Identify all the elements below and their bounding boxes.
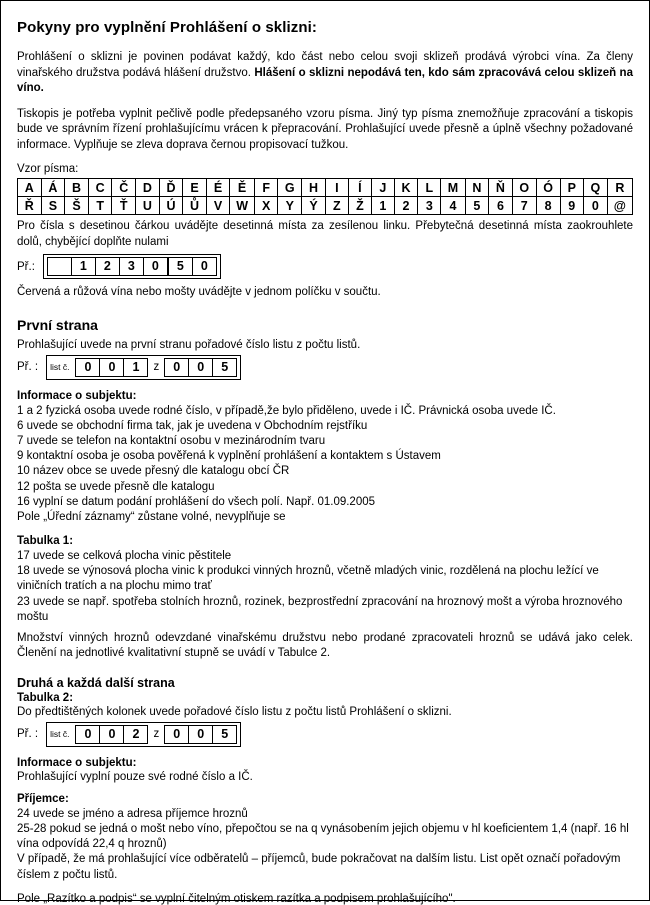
alphabet-cell: P xyxy=(560,179,583,197)
alphabet-cell: I xyxy=(325,179,348,197)
alphabet-cell: 5 xyxy=(465,197,489,215)
list-number-cell: 0 xyxy=(100,359,124,376)
alphabet-cell: M xyxy=(441,179,465,197)
table2-intro: Do předtištěných kolonek uvede pořadové číslo listu z počtu listů Prohlášení o sklizni. xyxy=(17,705,452,718)
alphabet-cell: L xyxy=(418,179,441,197)
alphabet-grid xyxy=(17,178,633,215)
second-page-example-mid: z xyxy=(153,728,160,741)
alphabet-cell: Ť xyxy=(112,197,136,215)
second-page-example-row xyxy=(17,722,633,747)
list-item: 17 uvede se celková plocha vinic pěstitele xyxy=(17,550,232,563)
list-number-cell: 0 xyxy=(76,726,100,743)
list-item: 6 uvede se obchodní firma tak, jak je uvedena v Obchodním rejstříku xyxy=(17,419,368,432)
recipient-list xyxy=(17,807,633,883)
alphabet-cell: Ů xyxy=(183,197,207,215)
alphabet-cell: Ž xyxy=(348,197,371,215)
alphabet-cell: B xyxy=(65,179,89,197)
list-item: 24 uvede se jméno a adresa příjemce hroznů xyxy=(17,807,248,820)
decimal-cell: 3 xyxy=(120,258,144,275)
alphabet-cell: T xyxy=(88,197,112,215)
alphabet-cell: V xyxy=(206,197,229,215)
alphabet-cell: C xyxy=(88,179,112,197)
page-title: Pokyny pro vyplnění Prohlášení o sklizni: xyxy=(17,19,318,36)
alphabet-cell: A xyxy=(18,179,42,197)
alphabet-cell: S xyxy=(41,197,65,215)
alphabet-cell: X xyxy=(254,197,277,215)
font-sample-label: Vzor písma: xyxy=(17,163,79,176)
table2-heading: Tabulka 2: xyxy=(17,691,74,704)
alphabet-cell: N xyxy=(465,179,489,197)
decimal-example-prefix: Př.: xyxy=(17,260,35,273)
list-total-cell: 0 xyxy=(189,359,213,376)
first-page-left-cells xyxy=(75,358,148,377)
list-item: 12 pošta se uvede přesně dle katalogu xyxy=(17,480,215,493)
alphabet-cell: 7 xyxy=(512,197,536,215)
decimal-example-row xyxy=(17,254,633,279)
alphabet-cell: R xyxy=(607,179,632,197)
table1-list xyxy=(17,549,633,625)
alphabet-cell: W xyxy=(230,197,255,215)
alphabet-cell: Ý xyxy=(302,197,326,215)
alphabet-cell: K xyxy=(394,179,418,197)
alphabet-cell: Č xyxy=(112,179,136,197)
alphabet-cell: 6 xyxy=(489,197,513,215)
list-item: 10 název obce se uvede přesný dle katalogu obcí ČR xyxy=(17,465,290,478)
list-number-cell: 2 xyxy=(132,726,140,741)
alphabet-cell: 1 xyxy=(371,197,394,215)
second-page-example-prefix: Př. : xyxy=(17,728,39,741)
list-number-cell: 1 xyxy=(132,359,140,374)
second-page-subject-heading: Informace o subjektu: xyxy=(17,756,137,769)
list-total-cell: 5 xyxy=(221,726,229,741)
alphabet-cell: Z xyxy=(325,197,348,215)
alphabet-cell: J xyxy=(371,179,394,197)
first-page-heading: První strana xyxy=(17,316,98,333)
alphabet-cell: Í xyxy=(348,179,371,197)
alphabet-cell: @ xyxy=(607,197,632,215)
list-item: 16 vyplní se datum podání prohlášení do všech polí. Např. 01.09.2005 xyxy=(17,495,376,508)
first-page-intro: Prohlašující uvede na první stranu pořadové číslo listu z počtu listů. xyxy=(17,338,361,351)
alphabet-cell: Ó xyxy=(536,179,560,197)
table1-heading: Tabulka 1: xyxy=(17,535,74,548)
alphabet-cell: Y xyxy=(278,197,302,215)
intro-paragraph-1 xyxy=(17,50,633,97)
alphabet-cell: Ě xyxy=(230,179,255,197)
second-page-example-box xyxy=(46,722,241,747)
alphabet-cell: F xyxy=(254,179,277,197)
first-page-example-mid: z xyxy=(153,361,160,374)
list-item: Pole „Úřední záznamy“ zůstane volné, nevyplňuje se xyxy=(17,510,286,523)
alphabet-cell: 3 xyxy=(418,197,441,215)
alphabet-row xyxy=(18,197,633,215)
list-item: 18 uvede se výnosová plocha vinic k produkci vinných hroznů, včetně mladých vinic, rozdělená na plochu ležící ve viničních tratích a na plochu mimo trať xyxy=(17,565,599,593)
list-total-cell: 0 xyxy=(165,359,189,376)
first-page-example-row xyxy=(17,355,633,380)
recipient-heading: Příjemce: xyxy=(17,792,69,805)
decimal-cell: 1 xyxy=(72,258,96,275)
alphabet-cell: 8 xyxy=(536,197,560,215)
intro-paragraph-1-bold: Hlášení o sklizni nepodává ten, kdo sám zpracovává celou sklizeň na víno. xyxy=(17,66,633,95)
decimal-example-cells xyxy=(47,257,217,276)
list-number-cell: 0 xyxy=(76,359,100,376)
alphabet-cell: 9 xyxy=(560,197,583,215)
alphabet-cell: G xyxy=(278,179,302,197)
list-item: 1 a 2 fyzická osoba uvede rodné číslo, v případě,že bylo přiděleno, uvede i IČ. Právnická osoba uvede IČ. xyxy=(17,404,556,417)
second-page-right-cells xyxy=(164,725,237,744)
decimal-cell xyxy=(48,258,72,275)
list-item: 7 uvede se telefon na kontaktní osobu v mezinárodním tvaru xyxy=(17,434,326,447)
alphabet-cell: Ř xyxy=(18,197,42,215)
alphabet-cell: Q xyxy=(583,179,607,197)
list-total-cell: 0 xyxy=(165,726,189,743)
second-page-example-sublabel: list č. xyxy=(50,729,70,740)
first-page-right-cells xyxy=(164,358,237,377)
alphabet-cell: Š xyxy=(65,197,89,215)
alphabet-cell: É xyxy=(206,179,229,197)
alphabet-cell: D xyxy=(136,179,160,197)
alphabet-cell: Ď xyxy=(159,179,183,197)
list-total-cell: 0 xyxy=(189,726,213,743)
decimal-cell: 2 xyxy=(96,258,120,275)
decimal-note: Pro čísla s desetinou čárkou uvádějte desetinná místa za zesílenou linku. Přebytečná desetinná místa zaokrouhlete dolů, chybějící doplňte nulami xyxy=(17,220,633,248)
first-page-subject-heading: Informace o subjektu: xyxy=(17,389,137,402)
decimal-cell: 0 xyxy=(200,259,208,274)
intro-paragraph-1-text: Prohlášení o sklizni je povinen podávat každý, kdo část nebo celou svoji sklizeň prodává výrobci vína. Za členy vinařského družstva podává hlášení družstvo. xyxy=(17,51,633,79)
second-page-left-cells xyxy=(75,725,148,744)
alphabet-cell: Ú xyxy=(159,197,183,215)
alphabet-row xyxy=(18,179,633,197)
list-total-cell: 5 xyxy=(221,359,229,374)
first-page-example-prefix: Př. : xyxy=(17,361,39,374)
table1-note: Množství vinných hroznů odevzdané vinařskému družstvu nebo prodané zpracovateli hroznů se udává jako celek. Členění na jednotlivé kvalitativní stupně se uvádí v Tabulce 2. xyxy=(17,631,633,660)
alphabet-cell: 4 xyxy=(441,197,465,215)
alphabet-cell: H xyxy=(302,179,326,197)
first-page-example-sublabel: list č. xyxy=(50,362,70,373)
second-page-subject-text: Prohlašující vyplní pouze své rodné číslo a IČ. xyxy=(17,770,253,783)
alphabet-cell: 0 xyxy=(583,197,607,215)
decimal-cell: 0 xyxy=(144,258,169,275)
alphabet-cell: U xyxy=(136,197,160,215)
first-page-subject-list xyxy=(17,404,633,525)
list-item: V případě, že má prohlašující více odběratelů – příjemců, bude pokračovat na dalším listu. List opět označí pořadovým číslem z počtu listů. xyxy=(17,853,621,881)
second-page-heading: Druhá a každá další strana xyxy=(17,675,175,690)
first-page-example-box xyxy=(46,355,241,380)
stamp-note: Pole „Razítko a podpis“ se vyplní čitelným otiskem razítka a podpisem prohlašujícího". xyxy=(17,892,456,905)
list-number-cell: 0 xyxy=(100,726,124,743)
list-item: 9 kontaktní osoba je osoba pověřená k vyplnění prohlášení a kontaktem s Ústavem xyxy=(17,450,441,463)
alphabet-cell: O xyxy=(512,179,536,197)
alphabet-cell: 2 xyxy=(394,197,418,215)
intro-paragraph-2: Tiskopis je potřeba vyplnit pečlivě podle předepsaného vzoru písma. Jiný typ písma znemožňuje zpracování a tiskopis bude ve správním řízení prohlašujícímu vrácen k přepracování. Prohlašující uvede přesně a úplně všechny požadované informace. Vyplňuje se zleva doprava černou propisovací tužkou. xyxy=(17,107,633,151)
alphabet-cell: Á xyxy=(41,179,65,197)
alphabet-cell: Ň xyxy=(489,179,513,197)
decimal-example-box xyxy=(43,254,221,279)
decimal-cell: 5 xyxy=(169,258,193,275)
red-wine-note: Červená a růžová vína nebo mošty uvádějte v jednom políčku v součtu. xyxy=(17,286,381,299)
spacer xyxy=(17,883,633,893)
list-item: 23 uvede se např. spotřeba stolních hroznů, rozinek, bezprostřední zpracování na hroznový mošt a výroba hroznového moštu xyxy=(17,595,623,623)
list-item: 25-28 pokud se jedná o mošt nebo víno, přepočtou se na q vynásobením jejich objemu v hl koeficientem 1,4 (např. 16 hl vína odpovídá 22,4 q hroznů) xyxy=(17,823,629,851)
alphabet-cell: E xyxy=(183,179,207,197)
